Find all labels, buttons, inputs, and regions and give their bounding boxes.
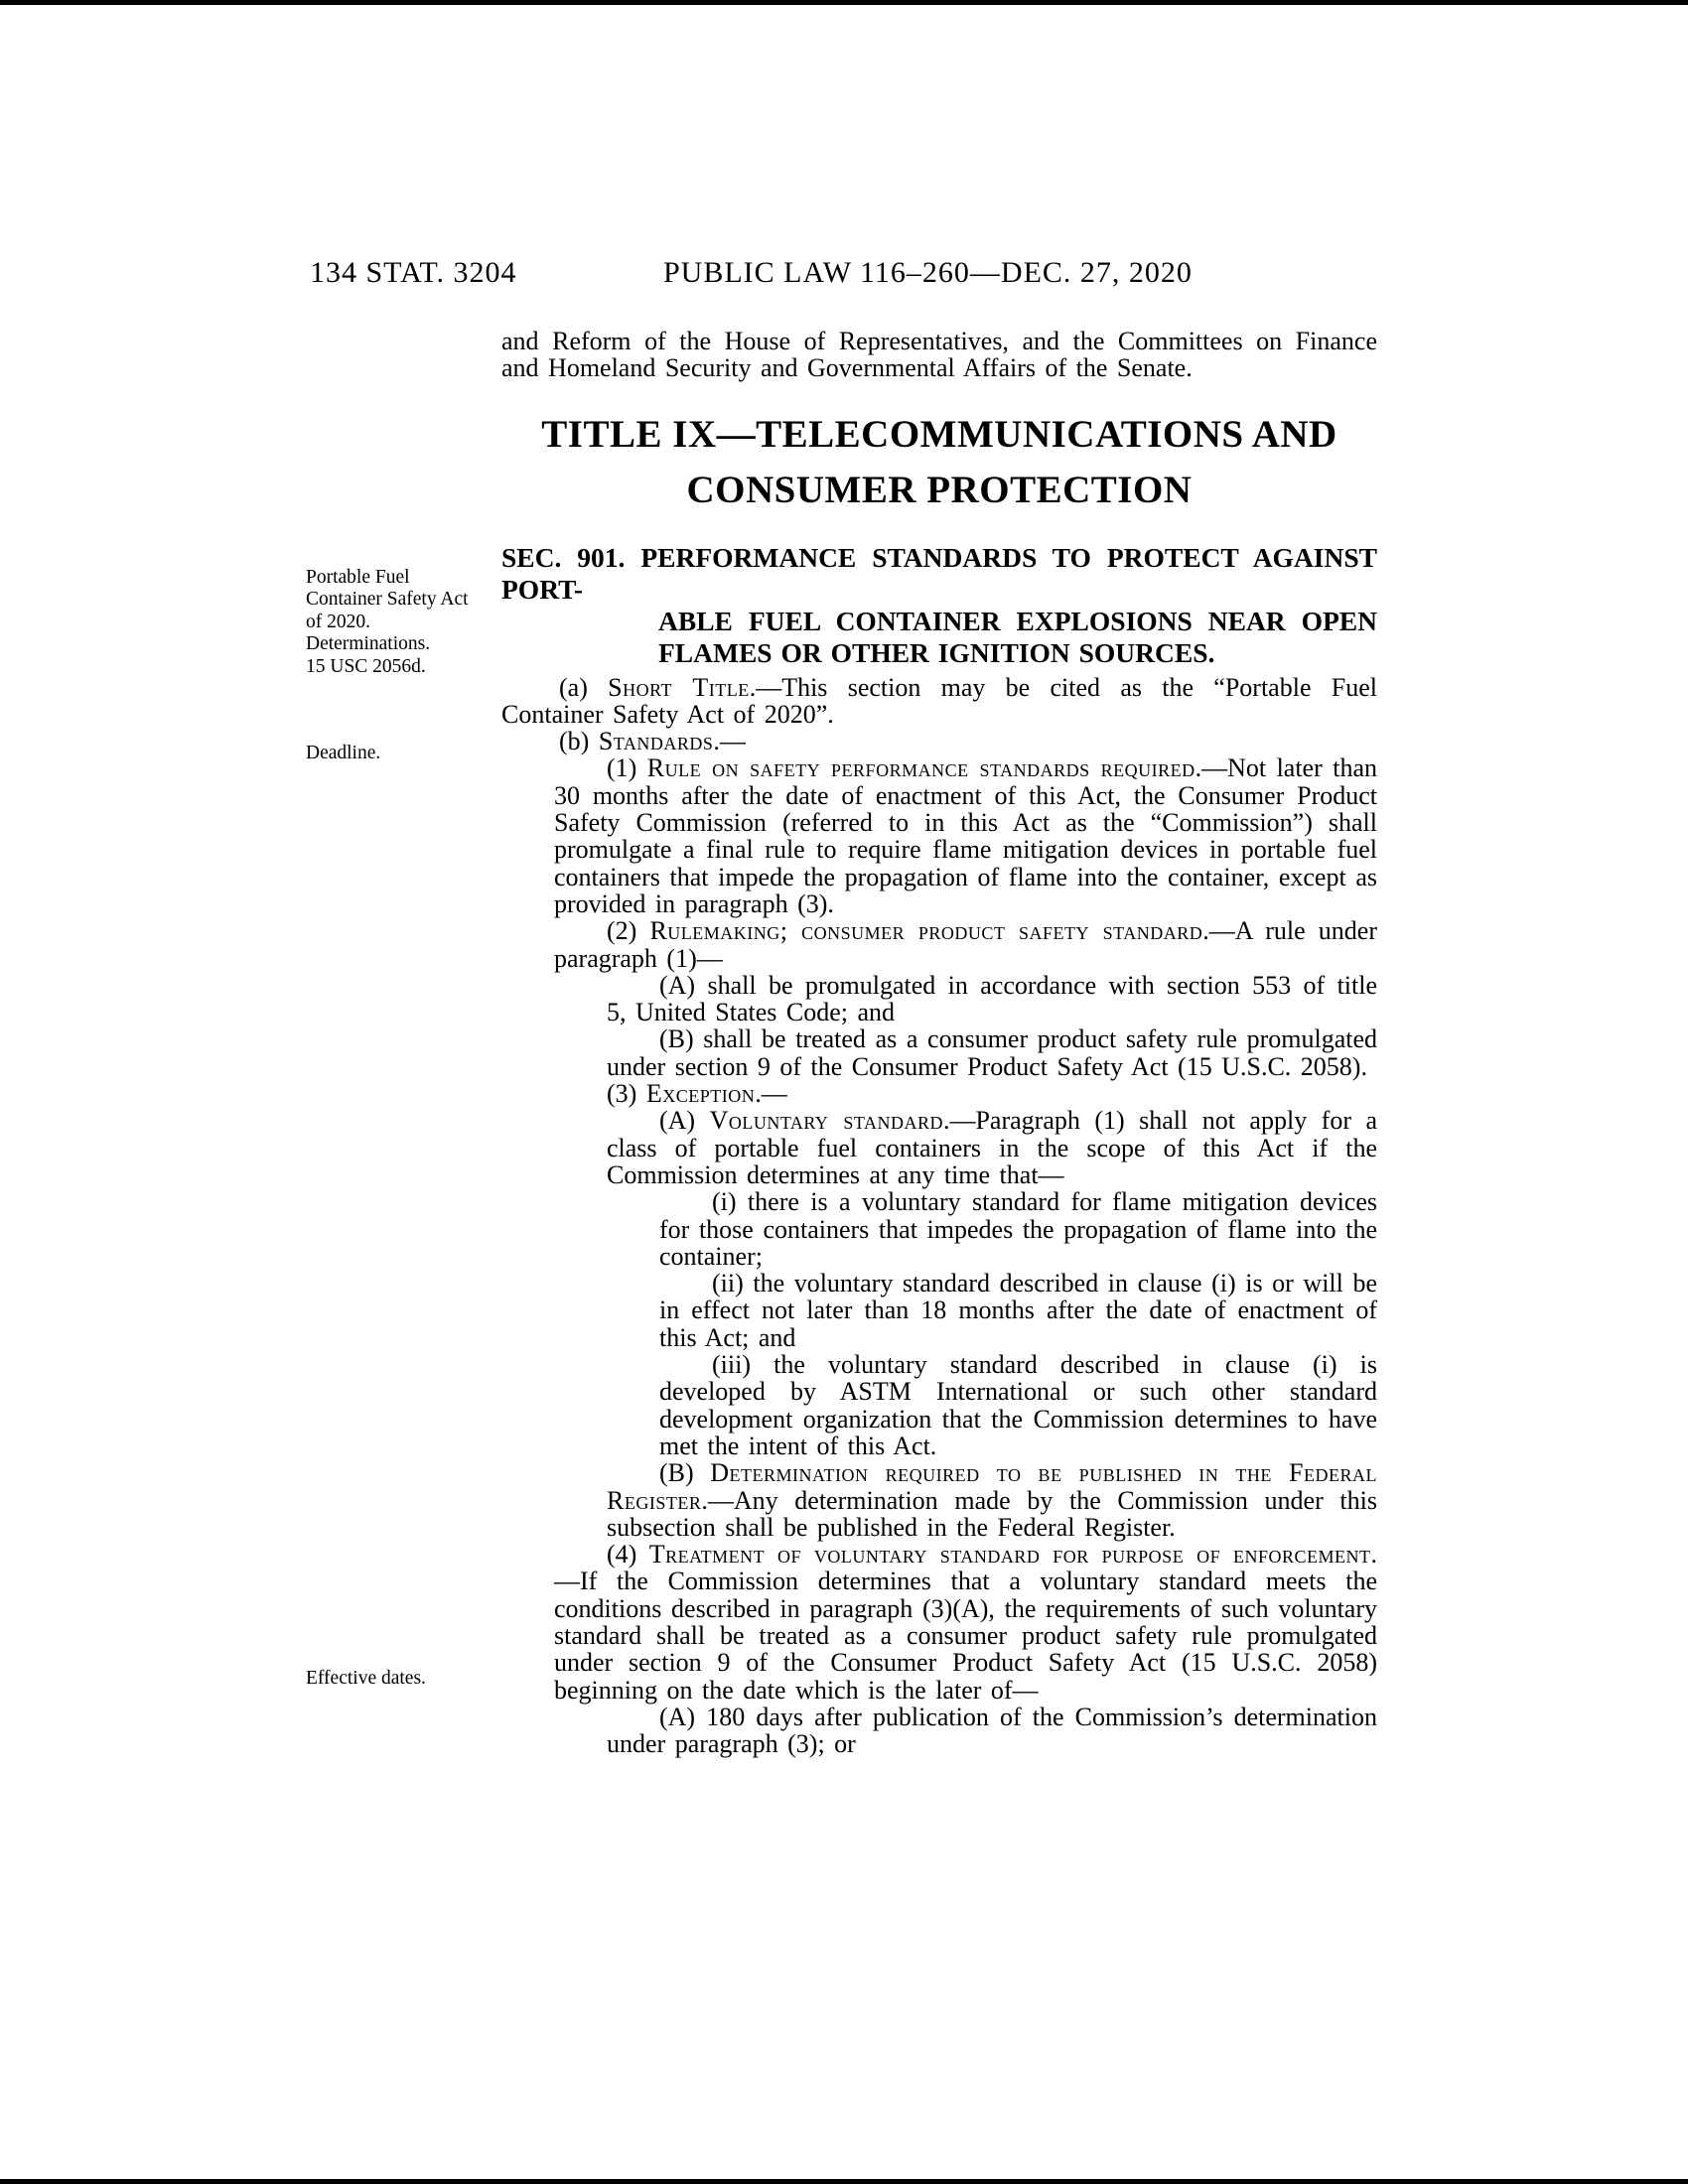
text-run: (4) bbox=[607, 1540, 649, 1570]
text-run: (B) shall be treated as a consumer product safety rule promulgated under section 9 of the Consumer Product Safety Act (15 U.S.C. 2058). bbox=[607, 1024, 1377, 1081]
para-b-2-A bbox=[501, 972, 1377, 1026]
small-caps-run: Voluntary standard bbox=[709, 1106, 943, 1136]
text-run: (b) bbox=[559, 727, 599, 756]
main-text-column bbox=[501, 328, 1377, 1757]
margin-note-line: Deadline. bbox=[306, 743, 381, 763]
text-run: .—Not later than 30 months after the date of enactment of this Act, the Consumer Product Safety Commission (referred to in this Act as the “Commission”) shall promulgate a final rule to require flame mitigation devices in portable fuel containers that impede the propagation of flame into the container, except as provided in paragraph (3). bbox=[554, 753, 1377, 918]
text-run: .— bbox=[755, 1079, 787, 1109]
para-b bbox=[501, 728, 1377, 754]
text-run: (3) bbox=[607, 1079, 646, 1109]
para-b-3-B bbox=[501, 1459, 1377, 1541]
margin-note-line: 15 USC 2056d. bbox=[306, 655, 426, 677]
text-run: (a) bbox=[559, 672, 609, 702]
text-run: (1) bbox=[607, 753, 647, 783]
para-b-3 bbox=[501, 1080, 1377, 1107]
page-edge-top bbox=[0, 0, 1688, 5]
para-b-3-A bbox=[501, 1107, 1377, 1188]
text-run: (i) there is a voluntary standard for flame mitigation devices for those containers that impedes the propagation of flame into the container; bbox=[659, 1187, 1377, 1271]
para-b-2-B bbox=[501, 1025, 1377, 1080]
para-b-4-A bbox=[501, 1704, 1377, 1758]
para-b-4 bbox=[501, 1541, 1377, 1704]
text-run: .—This section may be cited as the “Portable Fuel Container Safety Act of 2020”. bbox=[501, 672, 1377, 729]
margin-note-act bbox=[306, 567, 483, 678]
para-b-1 bbox=[501, 754, 1377, 917]
text-run: (iii) the voluntary standard described in clause (i) is developed by ASTM International or such other standard development organization that the Commission determines to have met the intent of this Act. bbox=[659, 1350, 1377, 1460]
small-caps-run: Exception bbox=[645, 1079, 756, 1109]
text-run: .— bbox=[713, 727, 746, 756]
page-edge-bottom bbox=[0, 2179, 1688, 2184]
title-heading-line1: TITLE IX—TELECOMMUNICATIONS AND bbox=[541, 412, 1337, 456]
para-a bbox=[501, 674, 1377, 729]
margin-note-line: Determinations. bbox=[306, 633, 431, 655]
margin-note-line: Portable Fuel Container Safety Act of 2020. bbox=[306, 567, 469, 632]
text-run: .—Paragraph (1) shall not apply for a class of portable fuel containers in the scope of this Act if the Commission determines at any time that— bbox=[607, 1106, 1378, 1189]
para-b-3-A-ii bbox=[501, 1270, 1377, 1351]
intro-paragraph: and Reform of the House of Representatives, and the Committees on Finance and Homeland Security and Governmental Affairs of the Senate. bbox=[501, 327, 1377, 383]
small-caps-run: Standards bbox=[598, 727, 714, 756]
text-run: .—A rule under paragraph (1)— bbox=[554, 916, 1377, 973]
stat-page-number: 134 STAT. 3204 bbox=[310, 256, 517, 289]
small-caps-run: Short Title bbox=[608, 672, 750, 702]
text-run: (A) bbox=[659, 1106, 710, 1136]
section-heading bbox=[501, 542, 1377, 669]
section-heading-line: ABLE FUEL CONTAINER EXPLOSIONS NEAR OPEN bbox=[658, 605, 1377, 636]
text-run: (A) 180 days after publication of the Commission’s determination under paragraph (3); or bbox=[607, 1702, 1377, 1759]
law-citation: PUBLIC LAW 116–260—DEC. 27, 2020 bbox=[663, 256, 1193, 289]
section-heading-line: SEC. 901. PERFORMANCE STANDARDS TO PROTECT AGAINST PORT- bbox=[501, 541, 1377, 605]
margin-note-effective-dates bbox=[306, 1668, 483, 1690]
text-run: .—Any determination made by the Commission under this subsection shall be published in the Federal Register. bbox=[607, 1485, 1377, 1542]
margin-note-line: Effective dates. bbox=[306, 1668, 426, 1689]
text-run: (2) bbox=[607, 916, 650, 946]
para-b-3-A-iii bbox=[501, 1351, 1377, 1459]
margin-note-deadline bbox=[306, 743, 483, 764]
small-caps-run: Determination required to be published in the Federal Register bbox=[607, 1458, 1377, 1515]
small-caps-run: Treatment of voluntary standard for purpose of enforcement bbox=[648, 1540, 1371, 1570]
title-heading bbox=[501, 407, 1377, 518]
small-caps-run: Rule on safety performance standards required bbox=[646, 753, 1196, 783]
title-heading-line2: CONSUMER PROTECTION bbox=[686, 468, 1193, 511]
section-heading-line: FLAMES OR OTHER IGNITION SOURCES. bbox=[658, 636, 1215, 668]
text-run: (ii) the voluntary standard described in clause (i) is or will be in effect not later than 18 months after the date of enactment of this Act; and bbox=[659, 1269, 1377, 1352]
text-run: .—If the Commission determines that a voluntary standard meets the conditions described in paragraph (3)(A), the requirements of such voluntary standard shall be treated as a consumer product safety rule promulgated under section 9 of the Consumer Product Safety Act (15 U.S.C. 2058) beginning on the date which is the later of— bbox=[554, 1540, 1377, 1705]
para-b-3-A-i bbox=[501, 1188, 1377, 1270]
text-run: (B) bbox=[659, 1458, 711, 1488]
statute-body bbox=[501, 674, 1377, 1758]
small-caps-run: Rulemaking; consumer product safety standard bbox=[649, 916, 1203, 946]
para-b-2 bbox=[501, 917, 1377, 972]
text-run: (A) shall be promulgated in accordance with section 553 of title 5, United States Code; and bbox=[607, 970, 1377, 1027]
